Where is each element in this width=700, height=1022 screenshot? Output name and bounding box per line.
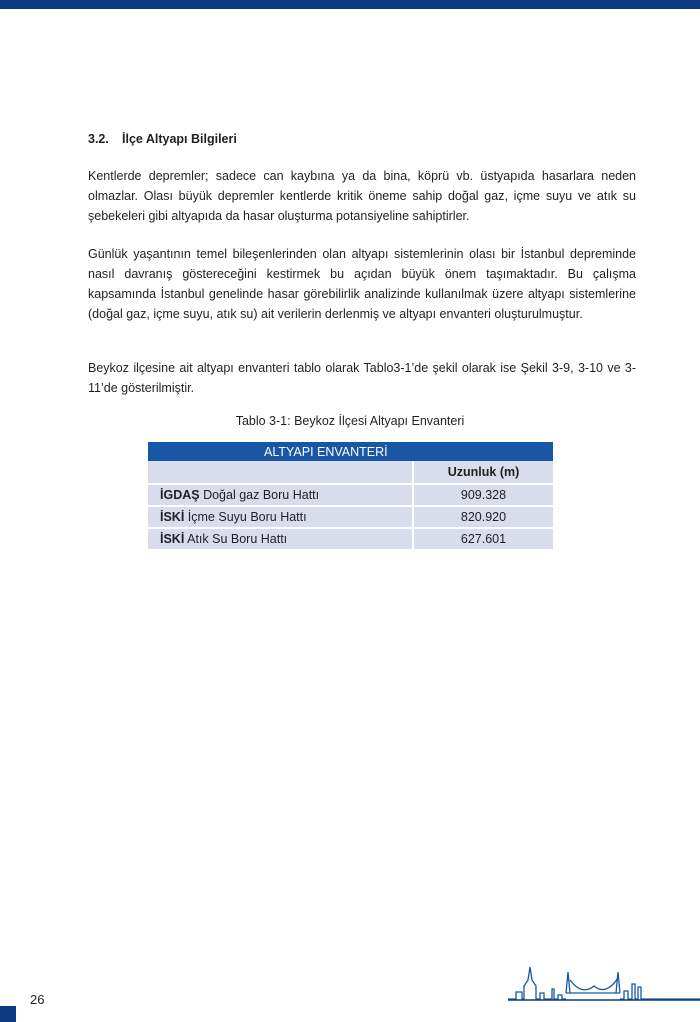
istanbul-skyline-icon bbox=[508, 962, 700, 1006]
table-column-header-row bbox=[148, 461, 553, 483]
infrastructure-name-cell bbox=[148, 527, 412, 549]
organization-name: İSKİ bbox=[160, 532, 185, 546]
section-number: 3.2. bbox=[88, 132, 109, 146]
length-column-header: Uzunluk (m) bbox=[412, 461, 553, 483]
infrastructure-name-cell bbox=[148, 505, 412, 527]
corner-block bbox=[0, 1006, 16, 1022]
line-name: Doğal gaz Boru Hattı bbox=[203, 488, 320, 502]
section-title: İlçe Altyapı Bilgileri bbox=[122, 132, 237, 146]
length-cell: 820.920 bbox=[412, 505, 553, 527]
table-caption: Tablo 3-1: Beykoz İlçesi Altyapı Envanteri bbox=[235, 414, 465, 428]
infrastructure-name-cell bbox=[148, 483, 412, 505]
organization-name: İSKİ bbox=[160, 510, 185, 524]
section-heading bbox=[88, 132, 237, 146]
line-name: İçme Suyu Boru Hattı bbox=[187, 510, 307, 524]
length-cell: 909.328 bbox=[412, 483, 553, 505]
organization-name: İGDAŞ bbox=[160, 488, 200, 502]
paragraph-3: Beykoz ilçesine ait altyapı envanteri tablo olarak Tablo3-1’de şekil olarak ise Şekil 3-9, 3-10 ve 3-11’de gösterilmiştir. bbox=[88, 361, 636, 395]
infrastructure-inventory-table bbox=[148, 442, 553, 549]
paragraph-1: Kentlerde depremler; sadece can kaybına ya da bina, köprü vb. üstyapıda hasarlara neden olmazlar. Olası büyük depremler kentlerde kritik öneme sahip doğal gaz, içme suyu ve atık su şebekeleri gibi altyapıda da hasar oluşturma potansiyeline sahiptirler. bbox=[88, 169, 636, 223]
table-header-spacer bbox=[412, 442, 553, 461]
table-column-header-empty bbox=[148, 461, 412, 483]
paragraph-2: Günlük yaşantının temel bileşenlerinden olan altyapı sistemlerinin olası bir İstanbul depreminde nasıl davranış göstereceğini kestirmek bu açıdan büyük önem taşımaktadır. Bu çalışma kapsamında İstanbul genelinde hasar görebilirlik analizinde kullanılmak üzere altyapı sistemlerine (doğal gaz, içme suyu, atık su) ait verilerin derlenmiş ve altyapı envanteri oluşturulmuştur. bbox=[88, 247, 636, 321]
table-header-title: ALTYAPI ENVANTERİ bbox=[148, 442, 412, 461]
table-row bbox=[148, 527, 553, 549]
page-number: 26 bbox=[30, 992, 45, 1007]
table-header-row bbox=[148, 442, 553, 461]
table-row bbox=[148, 483, 553, 505]
table-row bbox=[148, 505, 553, 527]
line-name: Atık Su Boru Hattı bbox=[187, 532, 288, 546]
top-bar bbox=[0, 0, 700, 9]
length-cell: 627.601 bbox=[412, 527, 553, 549]
